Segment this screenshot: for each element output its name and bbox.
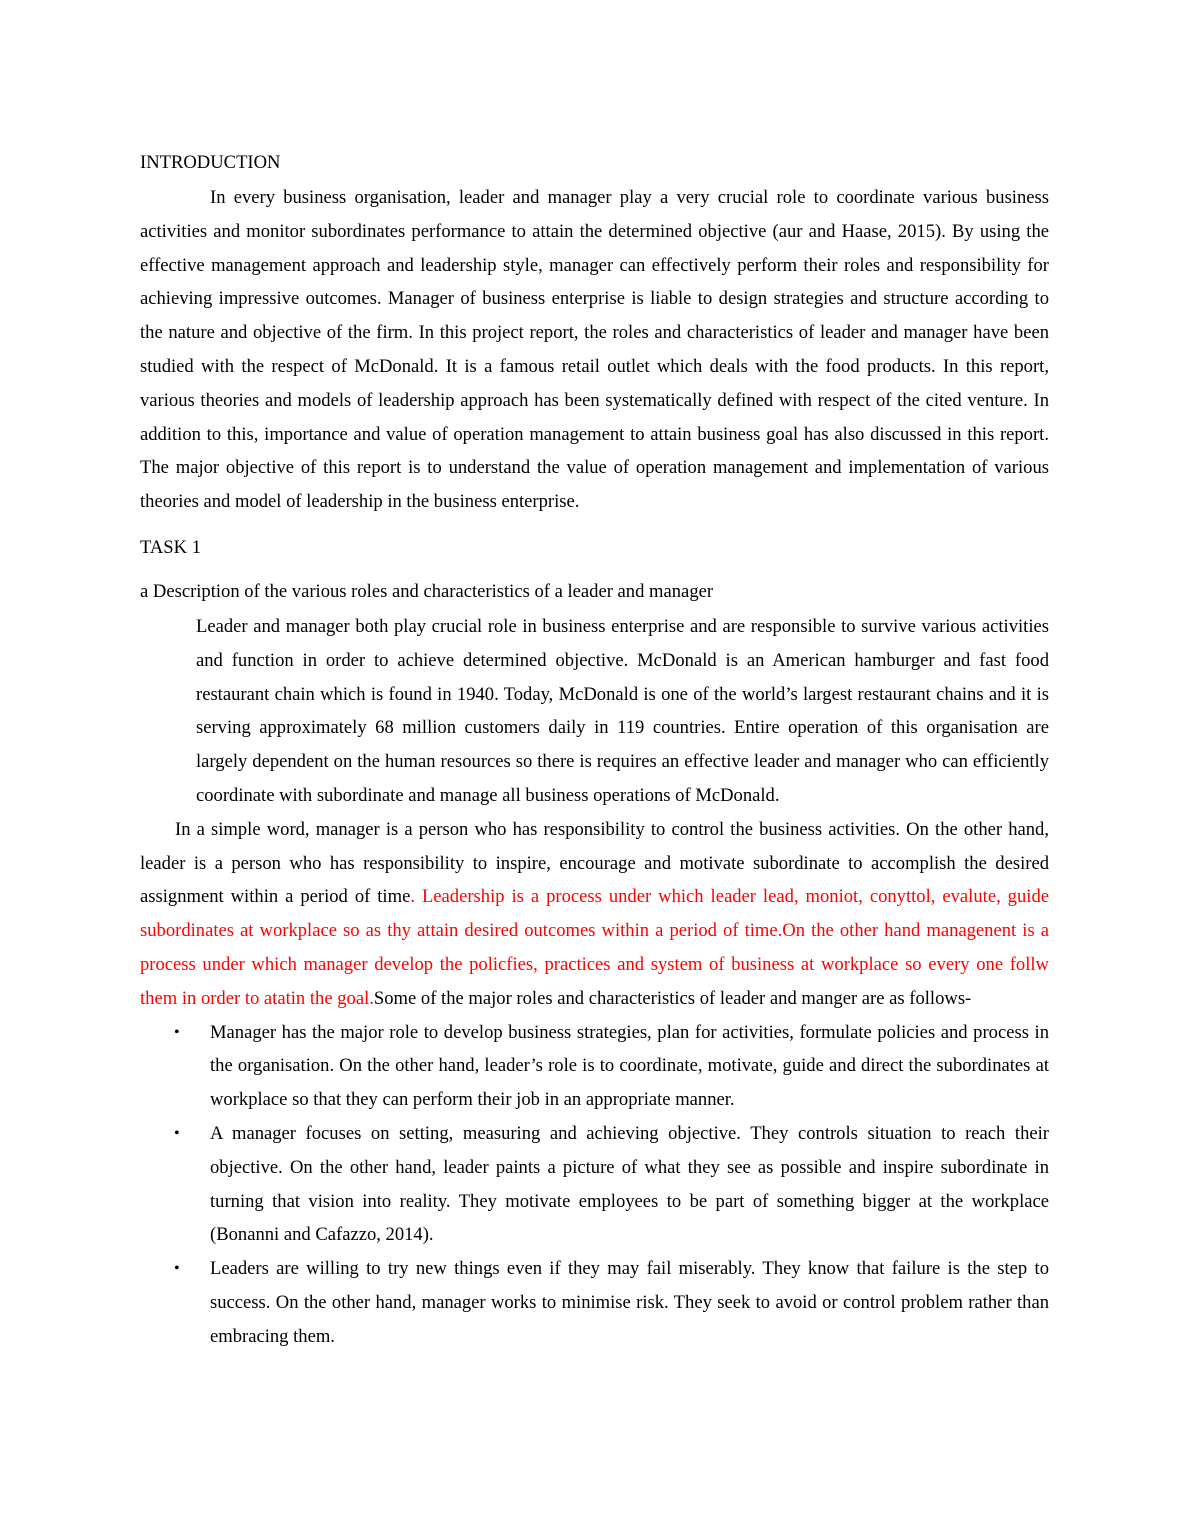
list-item-text: Leaders are willing to try new things even if they may fail miserably. They know that failure is the step to success. On the other hand, manager works to minimise risk. They seek to avoid or control problem rather than embracing them. — [210, 1258, 1049, 1347]
introduction-heading: INTRODUCTION — [140, 152, 281, 173]
list-item — [140, 1016, 1049, 1117]
list-item-text: Manager has the major role to develop business strategies, plan for activities, formulate policies and process in the organisation. On the other hand, leader’s role is to coordinate, motivate, guide and direct the subordinates at workplace so that they can perform their job in an appropriate manner. — [210, 1021, 1049, 1111]
bullet-icon: • — [174, 1023, 180, 1041]
bullet-icon: • — [174, 1260, 180, 1278]
roles-bullet-list — [140, 1016, 1049, 1354]
definition-text-part2: Some of the major roles and characteristics of leader and manger are as follows- — [373, 987, 972, 1009]
document-page — [140, 148, 1049, 1354]
leader-manager-definition-paragraph — [140, 813, 1049, 1016]
task1-subheading: a Description of the various roles and characteristics of a leader and manager — [140, 580, 714, 602]
list-item-text: A manager focuses on setting, measuring and achieving objective. They controls situation to reach their objective. On the other hand, leader paints a picture of what they see as possible and inspire subordinate in turning that vision into reality. They motivate employees to be part of something bigger at the workplace (Bonanni and Cafazzo, 2014). — [210, 1122, 1049, 1246]
definition-highlighted-text: . Leadership is a process under which leader lead, moniot, conyttol, evalute, guide subordinates at workplace so as thy attain desired outcomes within a period of time.On the other hand managenent is a process under which manager develop the policfies, practices and system of business at workplace so every one follw them in order to atatin the goal. — [140, 886, 1049, 1009]
list-item — [140, 1252, 1049, 1353]
definition-text-part1: In a simple word, manager is a person who has responsibility to control the business activities. On the other hand, leader is a person who has responsibility to inspire, encourage and motivate subordinate to accomplish the desired assignment within a period of time — [140, 818, 1049, 908]
task1-heading: TASK 1 — [140, 536, 202, 558]
mcdonald-description-paragraph: Leader and manager both play crucial role in business enterprise and are responsible to survive various activities and function in order to achieve determined objective. McDonald is an American hamburger and fast food restaurant chain which is found in 1940. Today, McDonald is one of the world’s largest restaurant chains and it is serving approximately 68 million customers daily in 119 countries. Entire operation of this organisation are largely dependent on the human resources so there is requires an effective leader and manager who can efficiently coordinate with subordinate and manage all business operations of McDonald. — [196, 615, 1049, 806]
introduction-paragraph: In every business organisation, leader and manager play a very crucial role to coordinate various business activities and monitor subordinates performance to attain the determined objective (aur and Haase, 2015). By using the effective management approach and leadership style, manager can effectively perform their roles and responsibility for achieving impressive outcomes. Manager of business enterprise is liable to design strategies and structure according to the nature and objective of the firm. In this project report, the roles and characteristics of leader and manager have been studied with the respect of McDonald. It is a famous retail outlet which deals with the food products. In this report, various theories and models of leadership approach has been systematically defined with respect of the cited venture. In addition to this, importance and value of operation management to attain business goal has also discussed in this report. The major objective of this report is to understand the value of operation management and implementation of various theories and model of leadership in the business enterprise. — [140, 187, 1049, 513]
bullet-icon: • — [174, 1124, 180, 1142]
list-item — [140, 1117, 1049, 1252]
